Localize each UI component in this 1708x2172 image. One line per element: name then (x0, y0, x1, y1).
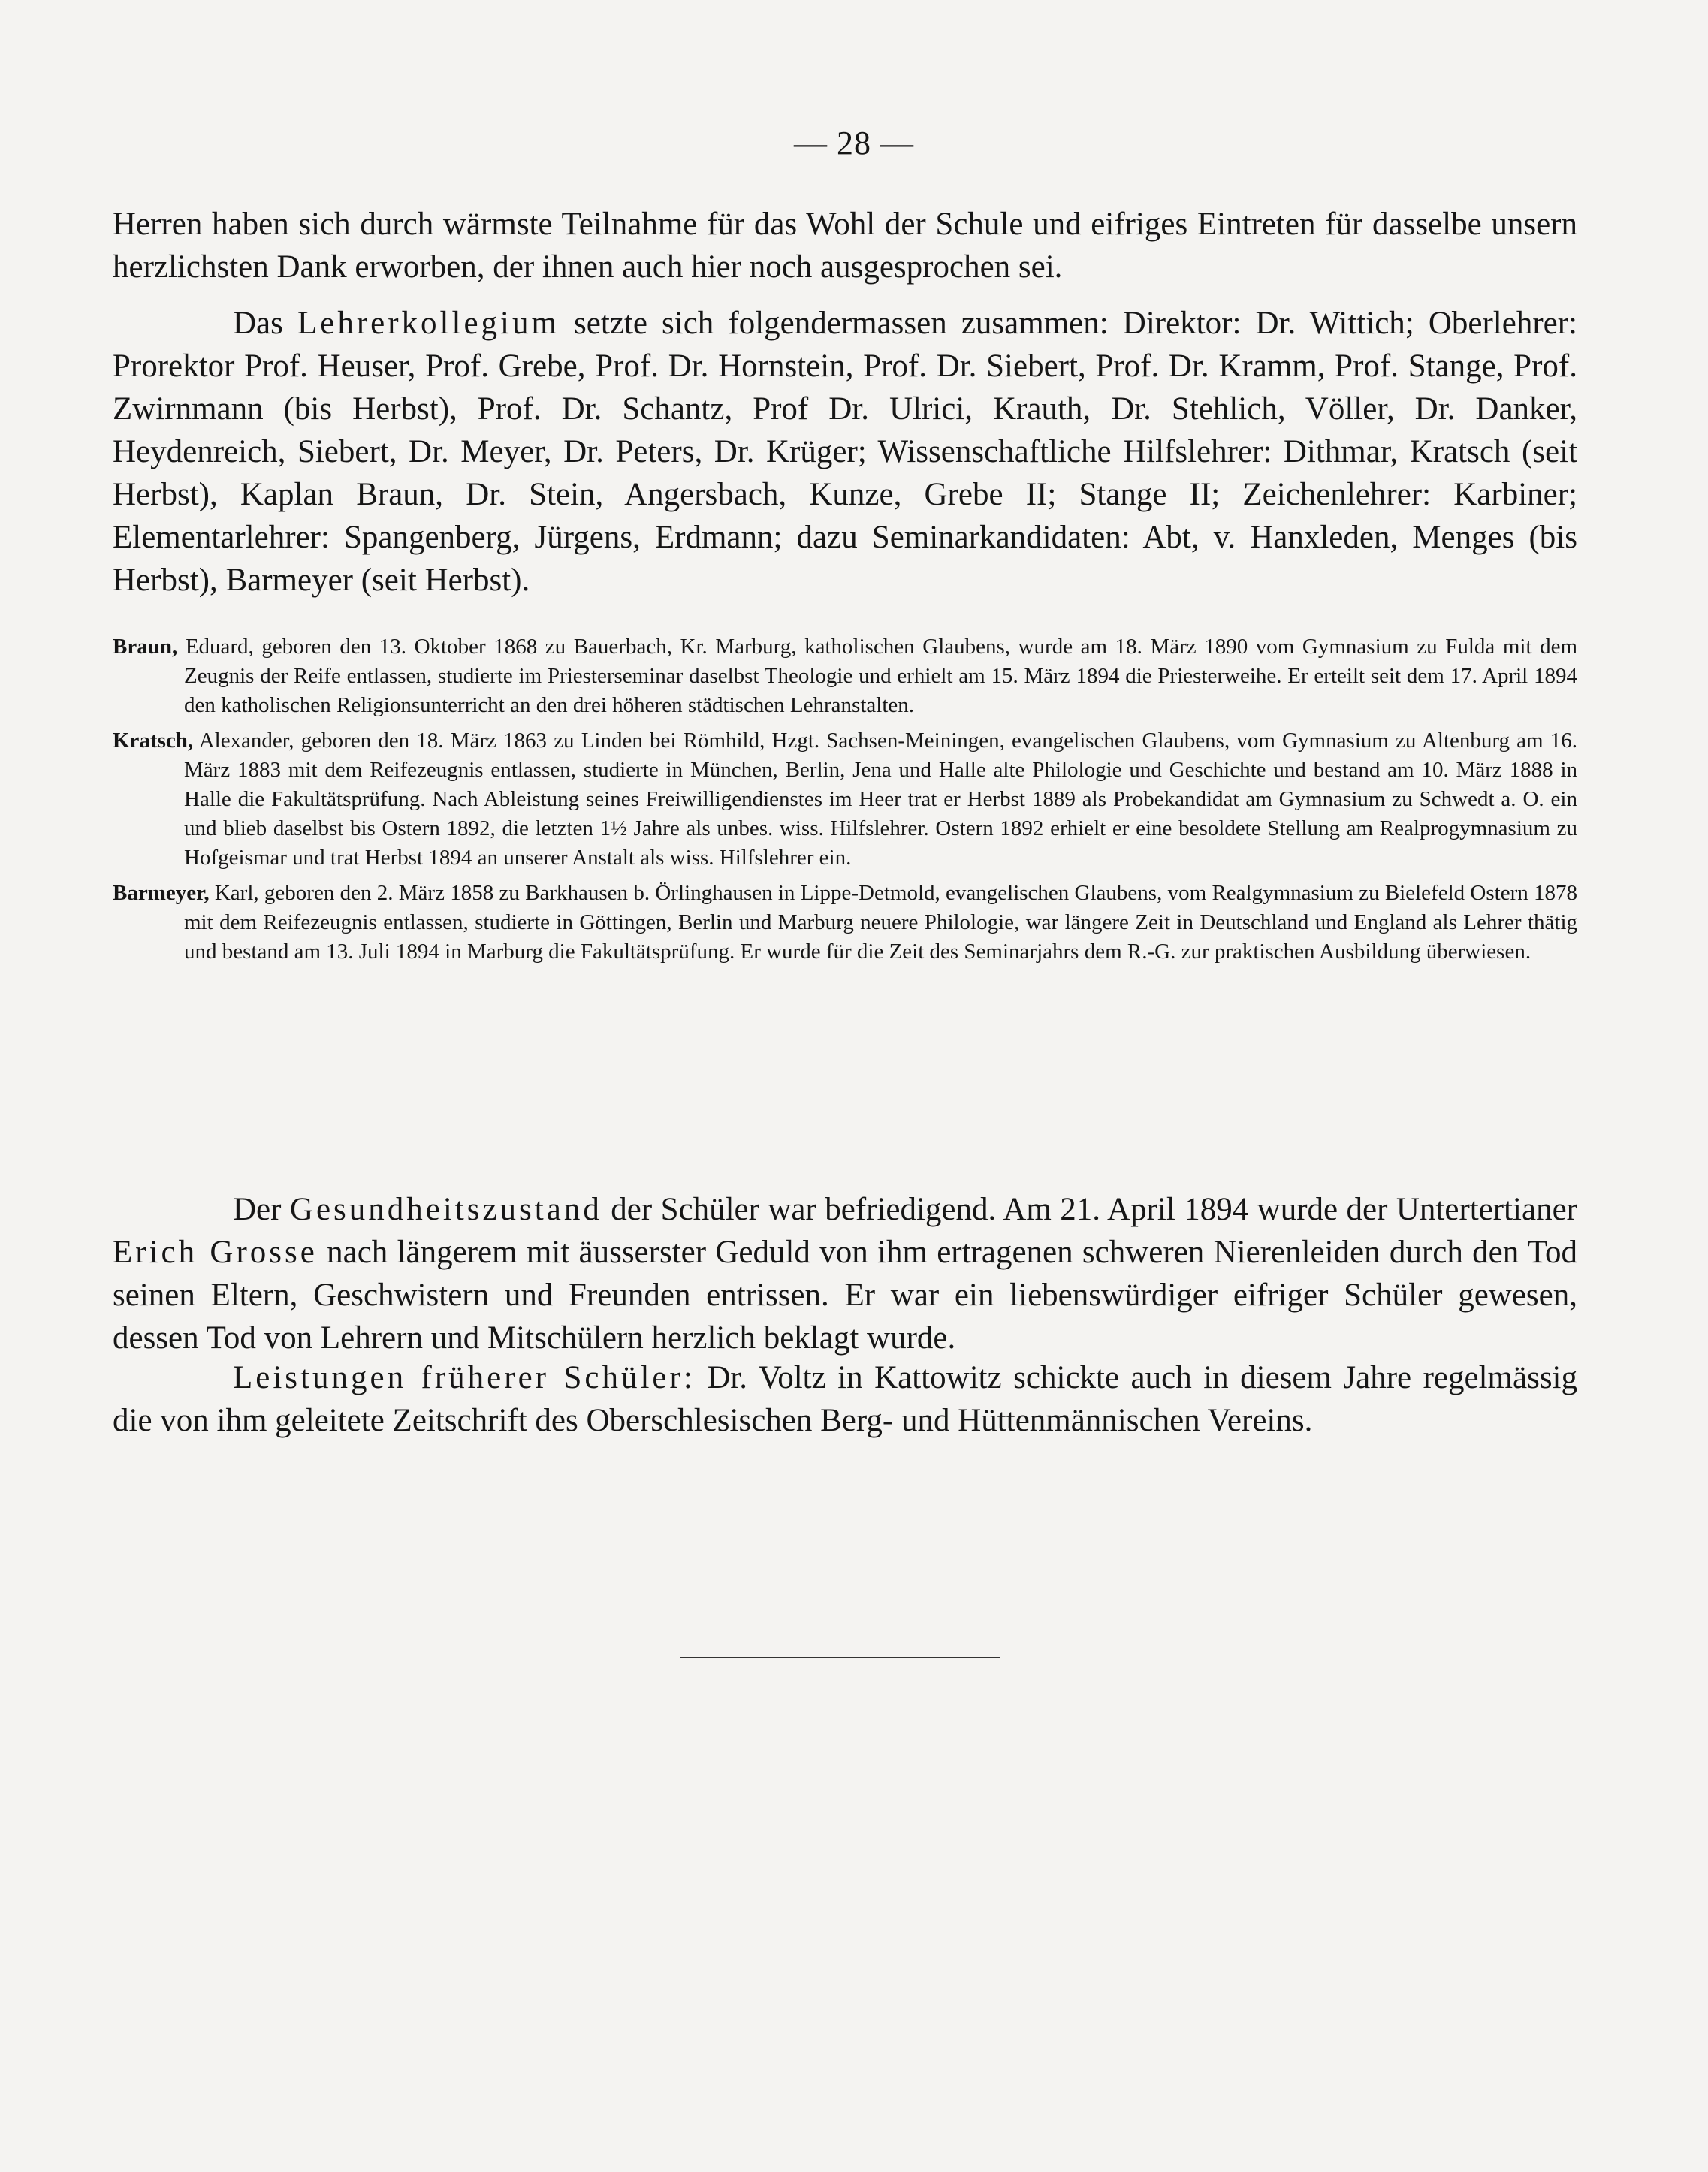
biographies-block (113, 632, 1577, 967)
achievements-paragraph (113, 1356, 1577, 1442)
bio-text: Eduard, geboren den 13. Oktober 1868 zu Bauerbach, Kr. Marburg, katholischen Glaubens, wurde am 18. März 1890 vom Gymnasium zu Fulda mit dem Zeugnis der Reife entlassen, studierte im Priesterseminar daselbst Theologie und erhielt am 15. März 1894 die Priesterweihe. Er erteilt seit dem 17. April 1894 den katholischen Religionsunterricht an den drei höheren städtischen Lehranstalten. (184, 635, 1577, 717)
achievements-paragraph-block (113, 1356, 1577, 1442)
bio-barmeyer (113, 879, 1577, 967)
bio-text: Karl, geboren den 2. März 1858 zu Barkhausen b. Örlinghausen in Lippe-Detmold, evangelischen Glaubens, vom Realgymnasium zu Bielefeld Ostern 1878 mit dem Reifezeugnis entlassen, studierte in Göttingen, Berlin und Marburg neuere Philologie, war längere Zeit in Deutschland und England als Lehrer thätig und bestand am 13. Juli 1894 in Marburg die Fakultätsprüfung. Er wurde für die Zeit des Seminarjahrs dem R.-G. zur praktischen Ausbildung überwiesen. (184, 881, 1577, 964)
achievements-text: Dr. Voltz in Kattowitz schickte auch in diesem Jahre regelmässig die von ihm geleitete Zeitschrift des Oberschlesischen Berg- und Hüttenmännischen Vereins. (113, 1360, 1577, 1438)
staff-text: setzte sich folgendermassen zusammen: Direktor: Dr. Wittich; Oberlehrer: Prorektor Prof. Heuser, Prof. Grebe, Prof. Dr. Hornstein, Prof. Dr. Siebert, Prof. Dr. Kramm, Prof. Stange, Prof. Zwirnmann (bis Herbst), Prof. Dr. Schantz, Prof Dr. Ulrici, Krauth, Dr. Stehlich, Völler, Dr. Danker, Heydenreich, Siebert, Dr. Meyer, Dr. Peters, Dr. Krüger; Wissenschaftliche Hilfslehrer: Dithmar, Kratsch (seit Herbst), Kaplan Braun, Dr. Stein, Angersbach, Kunze, Grebe II; Stange II; Zeichenlehrer: Karbiner; Elementarlehrer: Spangenberg, Jürgens, Erdmann; dazu Seminarkandidaten: Abt, v. Hanxleden, Menges (bis Herbst), Barmeyer (seit Herbst). (113, 306, 1578, 598)
health-lead: Der (233, 1192, 282, 1227)
health-term: Gesundheitszustand (289, 1192, 602, 1227)
health-paragraph (113, 1188, 1577, 1359)
achievements-term: Leistungen früherer Schüler: (233, 1360, 696, 1395)
staff-paragraph-block (113, 302, 1577, 602)
section-divider (680, 1657, 1000, 1658)
page-number: — 28 — (794, 125, 914, 161)
bio-name: Kratsch, (113, 729, 194, 753)
staff-term: Lehrerkollegium (297, 306, 560, 341)
bio-braun (113, 632, 1577, 720)
bio-kratsch (113, 726, 1577, 873)
staff-paragraph (113, 302, 1577, 602)
intro-paragraph: Herren haben sich durch wärmste Teilnahme für das Wohl der Schule und eifriges Eintreten für dasselbe unsern herzlichsten Dank erworben, der ihnen auch hier noch ausgesprochen sei. (113, 207, 1577, 285)
health-paragraph-block (113, 1188, 1577, 1359)
health-text-after: nach längerem mit äusserster Geduld von ihm ertragenen schweren Nierenleiden durch den Tod seinen Eltern, Geschwistern und Freunden entrissen. Er war ein liebenswürdiger eifriger Schüler gewesen, dessen Tod von Lehrern und Mitschülern herzlich beklagt wurde. (113, 1235, 1578, 1356)
health-text-before: der Schüler war befriedigend. Am 21. April 1894 wurde der Untertertianer (611, 1192, 1577, 1227)
bio-name: Braun, (113, 635, 178, 659)
bio-text: Alexander, geboren den 18. März 1863 zu Linden bei Römhild, Hzgt. Sachsen-Meiningen, evangelischen Glaubens, vom Gymnasium zu Altenburg am 16. März 1883 mit dem Reifezeugnis entlassen, studierte in München, Berlin, Jena und Halle alte Philologie und Geschichte und bestand am 10. März 1888 in Halle die Fakultätsprüfung. Nach Ableistung seines Freiwilligendienstes im Heer trat er Herbst 1889 als Probekandidat am Gymnasium zu Schwedt a. O. ein und blieb daselbst bis Ostern 1892, die letzten 1½ Jahre als unbes. wiss. Hilfslehrer. Ostern 1892 erhielt er eine besoldete Stellung am Realprogymnasium zu Hofgeismar und trat Herbst 1894 an unserer Anstalt als wiss. Hilfslehrer ein. (184, 729, 1577, 870)
bio-name: Barmeyer, (113, 881, 210, 905)
health-person: Erich Grosse (113, 1235, 318, 1270)
intro-paragraph-block (113, 203, 1577, 288)
staff-lead: Das (233, 306, 283, 341)
